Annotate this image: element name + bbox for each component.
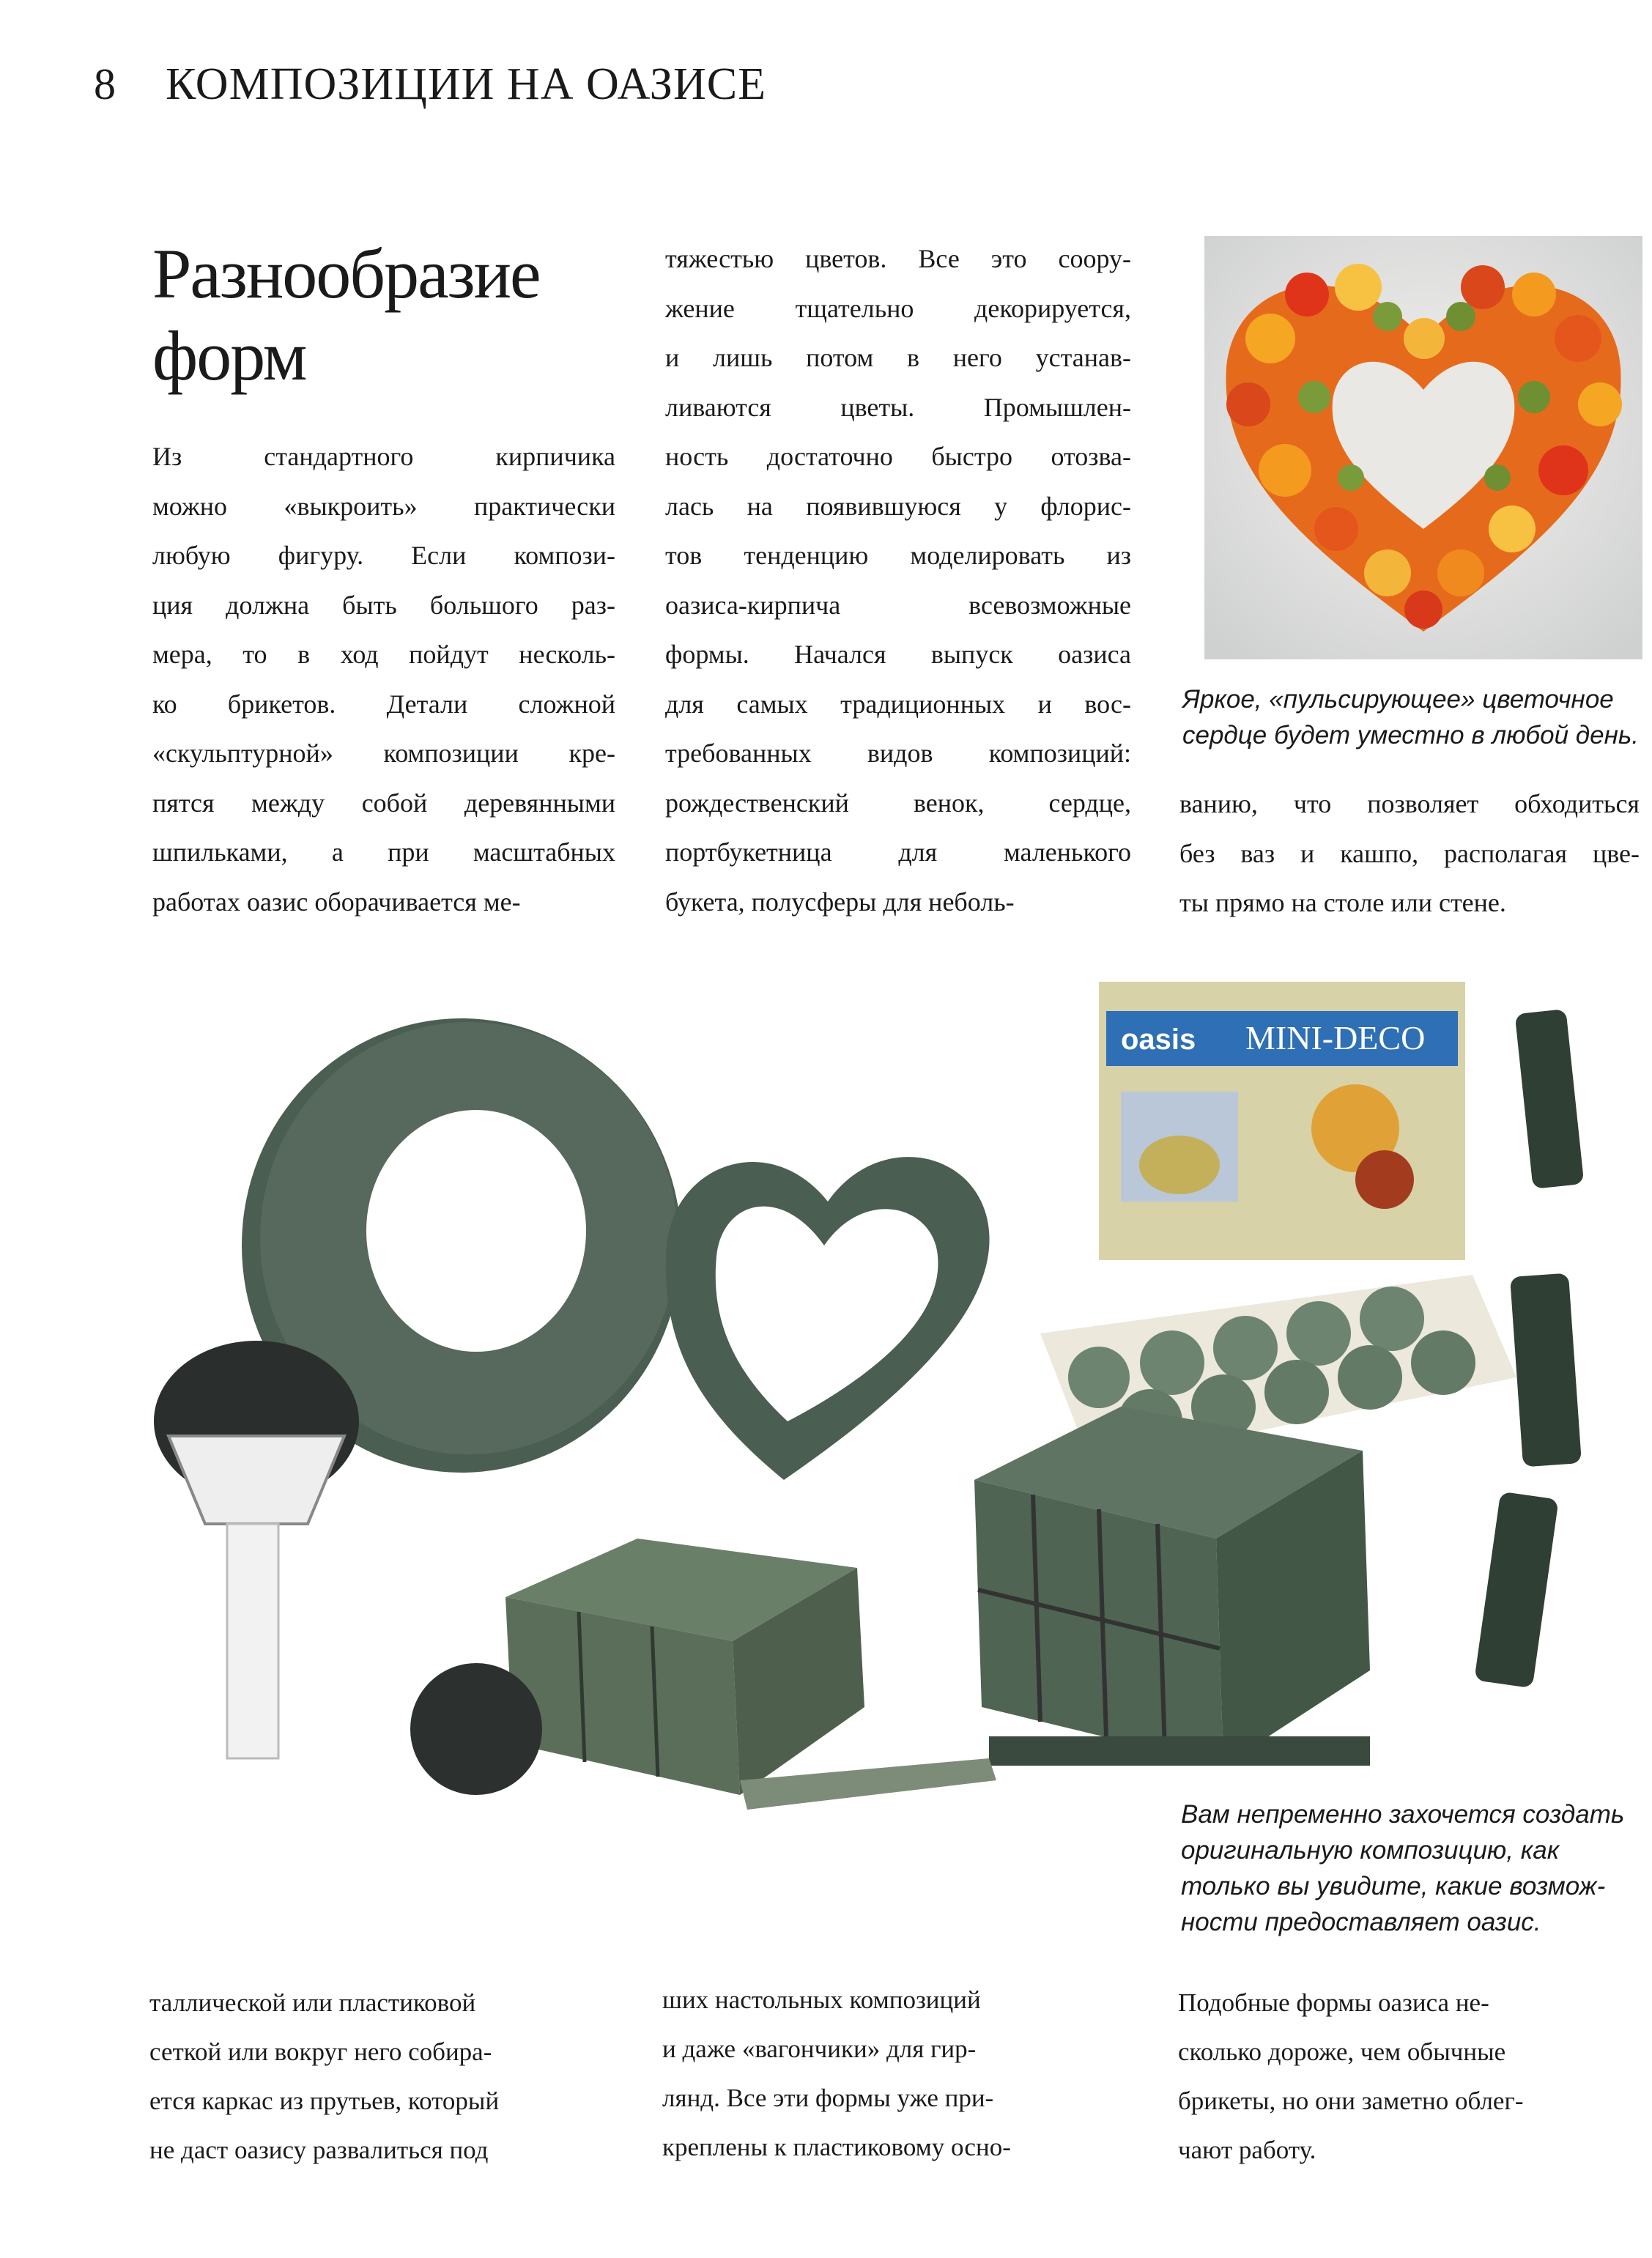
box-name-label: MINI-DECO xyxy=(1245,1019,1426,1056)
text-line: чают работу. xyxy=(1178,2136,1316,2164)
text-column-1 xyxy=(152,432,615,927)
text-line: и даже «вагончики» для гир- xyxy=(662,2035,977,2063)
caption-line: Яркое, «пульсирующее» цветочное xyxy=(1182,685,1614,714)
text-column-3 xyxy=(1179,780,1640,928)
heading-line-1: Разнообразие xyxy=(152,234,540,313)
caption-line: ности предоставляет оазис. xyxy=(1181,1908,1541,1936)
running-title: КОМПОЗИЦИИ НА ОАЗИСЕ xyxy=(166,59,766,109)
text-line: сеткой или вокруг него собира- xyxy=(149,2037,492,2066)
text-line: мера, то в ход пойдут несколь- xyxy=(152,640,615,669)
text-column-2 xyxy=(665,234,1131,927)
bottom-column-2 xyxy=(662,1975,1011,2172)
caged-foam-block-large xyxy=(974,1407,1370,1766)
heart-frame-foam xyxy=(666,1157,990,1480)
text-line: ты прямо на столе или стене. xyxy=(1179,888,1506,917)
text-line: ность достаточно быстро отозва- xyxy=(665,442,1131,471)
text-line: тов тенденцию моделировать из xyxy=(665,541,1131,570)
caption-line: сердце будет уместно в любой день. xyxy=(1182,721,1639,749)
text-line: для самых традиционных и вос- xyxy=(665,689,1131,719)
page-number: 8 xyxy=(94,60,116,108)
text-line: букета, полусферы для неболь- xyxy=(665,886,1015,917)
text-line: жение тщательно декорируется, xyxy=(665,293,1131,323)
text-line: и лишь потом в него устанав- xyxy=(665,343,1131,372)
bouquet-holder xyxy=(154,1341,359,1758)
oasis-products-illustration xyxy=(125,967,1634,1905)
text-line: ция должна быть большого раз- xyxy=(152,590,615,620)
bottom-column-1 xyxy=(149,1978,499,2174)
text-line: шпильками, а при масштабных xyxy=(152,837,615,867)
page-header xyxy=(94,59,766,117)
box-brand-label: oasis xyxy=(1121,1023,1196,1056)
mini-deco-box xyxy=(1099,982,1465,1260)
text-line: формы. Начался выпуск оазиса xyxy=(665,640,1131,669)
text-line: требованных видов композиций: xyxy=(665,739,1131,768)
caption-line: Вам непременно захочется создать xyxy=(1181,1800,1625,1829)
section-heading xyxy=(152,233,540,397)
foam-ball-dark xyxy=(410,1663,542,1795)
text-line: лась на появившуюся у флорис- xyxy=(665,491,1131,521)
flower-heart-photo xyxy=(1204,236,1642,659)
caption-heart xyxy=(1182,681,1639,753)
text-line: Из стандартного кирпичика xyxy=(152,442,615,471)
text-line: не даст оазису развалиться под xyxy=(149,2136,489,2164)
text-line: таллической или пластиковой xyxy=(149,1988,476,2017)
text-line: сколько дороже, чем обычные xyxy=(1178,2037,1506,2066)
text-line: рождественский венок, сердце, xyxy=(665,788,1131,818)
caption-line: оригинальную композицию, как xyxy=(1181,1836,1560,1865)
caption-line: только вы увидите, какие возмож- xyxy=(1181,1872,1606,1900)
text-line: креплены к пластиковому осно- xyxy=(662,2133,1011,2161)
text-line: лянд. Все эти формы уже при- xyxy=(662,2084,994,2112)
text-line: брикеты, но они заметно облег- xyxy=(1178,2087,1524,2115)
text-line: ших настольных композиций xyxy=(662,1985,981,2014)
text-line: портбукетница для маленького xyxy=(665,837,1131,867)
caged-foam-brick-small xyxy=(505,1539,996,1810)
text-line: «скульптурной» композиции кре- xyxy=(152,739,615,768)
text-line: ко брикетов. Детали сложной xyxy=(152,689,615,719)
text-line: ванию, что позволяет обходиться xyxy=(1179,789,1640,818)
caption-products xyxy=(1181,1796,1624,1940)
text-line: любую фигуру. Если компози- xyxy=(152,541,615,570)
text-line: без ваз и кашпо, располагая цве- xyxy=(1179,838,1640,868)
text-line: ливаются цветы. Промышлен- xyxy=(665,392,1131,422)
bottom-column-3 xyxy=(1178,1978,1523,2174)
text-line: Подобные формы оазиса не- xyxy=(1178,1988,1489,2017)
text-line: тяжестью цветов. Все это соору- xyxy=(665,244,1131,273)
text-line: ется каркас из прутьев, который xyxy=(149,2087,500,2115)
text-line: можно «выкроить» практически xyxy=(152,491,615,521)
text-line: оазиса-кирпича всевозможные xyxy=(665,590,1131,620)
text-line: пятся между собой деревянными xyxy=(152,788,615,818)
heading-line-2: форм xyxy=(152,317,306,395)
text-line: работах оазис оборачивается ме- xyxy=(152,886,521,917)
